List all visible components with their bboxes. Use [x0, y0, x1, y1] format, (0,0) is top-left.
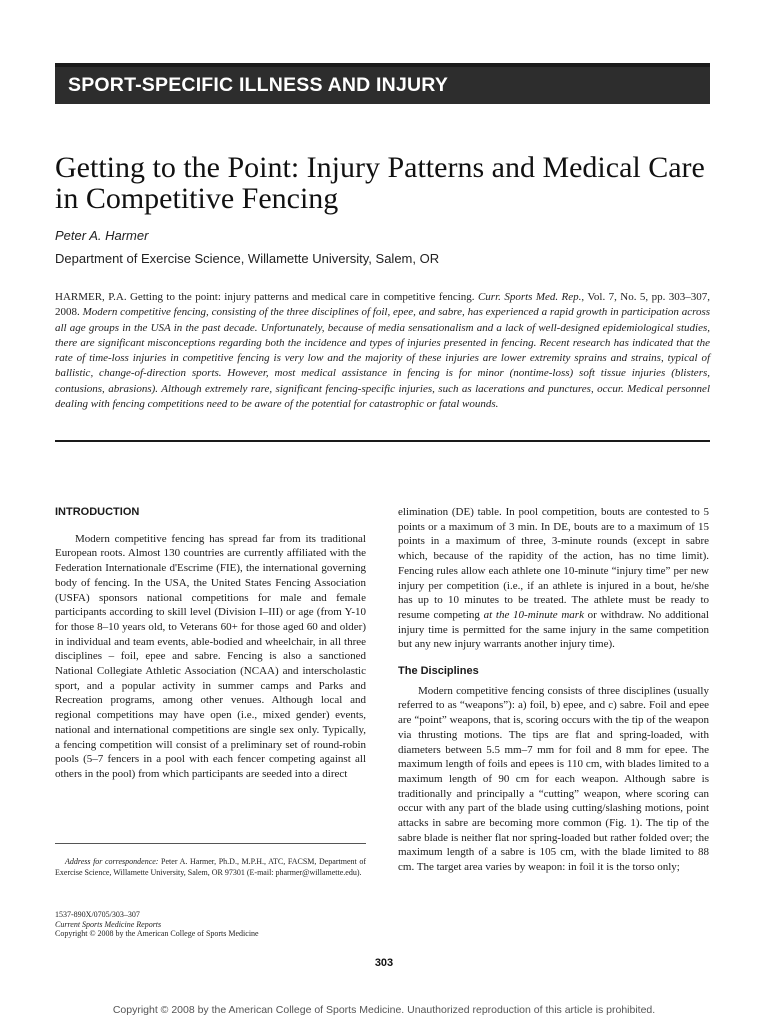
abstract-citation-details: , Vol. 7, No. 5, pp. 303–307, 2008.	[55, 291, 710, 319]
author-affiliation: Department of Exercise Science, Willamette University, Salem, OR	[55, 251, 440, 266]
footnote-rule	[55, 843, 366, 844]
issn: 1537-890X/0705/303–307	[55, 910, 140, 919]
continuation-text-b: or withdraw. No additional injury time is permitted for the same injury in the same competition but any new injury warrants another injury time).	[398, 608, 709, 651]
right-column	[398, 505, 709, 875]
correspondence-footnote	[55, 856, 366, 878]
abstract-text: Modern competitive fencing, consisting of the three disciplines of foil, epee, and sabre, has experienced a rapid growth in participation across all age groups in the USA in the past decade. Unfortunately, because of media sensationalism and a lack of well-designed epidemiological studies, there are significant misconceptions regarding both the incidence and types of injuries presented in fencing. Recent research has indicated that the rate of time-loss injuries in competitive fencing is very low and the majority of these injuries are lower extremity sprains and strains, typical of ballistic, change-of-direction sports. However, most medical assistance in fencing is for minor (nontime-loss) soft tissue injuries (blisters, contusions, abrasions). Although extremely rare, significant fencing-specific injuries, such as lacerations and punctures, occur. Medical personnel dealing with fencing competitions need to be aware of the potential for catastrophic or fatal wounds.	[55, 306, 711, 411]
introduction-paragraph: Modern competitive fencing has spread far from its traditional European roots. Almost 130 countries are currently affiliated with the Federation Internationale d'Escrime (FIE), the international governing body of fencing. In the USA, the United States Fencing Association (USFA) sponsors national competitions for male and female participants according to skill level (Division I–III) or age (from Y-10 for those 8–10 years old, to Veterans 60+ for those aged 60 and older) in individual and team events, able-bodied and wheelchair, in all three disciplines – foil, epee and sabre. Fencing is also a sanctioned National Collegiate Athletic Association (NCAA) and interscholastic sport, and a popular activity in summer camps and Parks and Recreation programs, among other venues. Although local and regional competitions may have open (i.e., mixed gender) events, national and international competitions are single sex only. Typically, a fencing competition will consist of a preliminary set of round-robin pools (5–7 fencers in a pool with each fencer competing against all others in the pool) from which participants are seeded into a direct	[55, 532, 366, 780]
abstract	[55, 290, 710, 412]
journal-full-name: Current Sports Medicine Reports	[55, 919, 162, 929]
journal-copyright: Copyright © 2008 by the American College of Sports Medicine	[55, 929, 259, 938]
continuation-italic: at the 10-minute mark	[483, 608, 584, 621]
abstract-divider	[55, 440, 710, 442]
introduction-heading: INTRODUCTION	[55, 506, 140, 518]
continuation-text-a: elimination (DE) table. In pool competition, bouts are contested to 5 points or a maximum of 3 min. In DE, bouts are to a maximum of 15 points in a maximum of three, 3-minute rounds (except in sabre which, because of the rapidity of the action, has no time limit). Fencing rules allow each athlete one 10-minute “injury time” per new injury per competition (i.e., if an athlete is injured in a bout, he/she has up to 10 minutes to be treated. The athlete must be ready to resume competing	[398, 506, 709, 621]
left-column	[55, 505, 366, 782]
abstract-journal: Curr. Sports Med. Rep.	[477, 291, 582, 303]
correspondence-label: Address for correspondence:	[65, 857, 159, 866]
article-title: Getting to the Point: Injury Patterns and Medical Care in Competitive Fencing	[55, 151, 705, 215]
correspondence-text: Peter A. Harmer, Ph.D., M.P.H., ATC, FACSM, Department of Exercise Science, Willamette University, Salem, OR 97301 (E-mail: pharmer@willamette.edu).	[55, 857, 366, 877]
continuation-paragraph	[398, 505, 709, 652]
footer-copyright: Copyright © 2008 by the American College of Sports Medicine. Unauthorized reproduction of this article is prohibited.	[112, 1004, 656, 1016]
disciplines-paragraph: Modern competitive fencing consists of three disciplines (usually referred to as “weapons”): a) foil, b) epee, and c) sabre. Foil and epee are “point” weapons, that is, scoring occurs with the tip of the weapon via thrusting motions. The tips are flat and spring-loaded, with diameters between 5.5 mm–7 mm for foil and 8 mm for epee. The maximum length of foils and epees is 110 cm, with blades limited to a maximum length of 90 cm for each weapon. Although sabre is traditionally and principally a “cutting” weapon, where scoring can occur with any part of the blade using cutting/slashing motions, point attacks in sabre are becoming more common (Fig. 1). The tip of the sabre blade is neither flat nor spring-loaded but rather folded over; the maximum length of a sabre is 105 cm, with the blade limited to 88 cm. The target area varies by weapon: in foil it is the torso only;	[398, 684, 709, 874]
journal-info	[55, 910, 366, 939]
disciplines-heading: The Disciplines	[398, 665, 479, 678]
abstract-citation-lead: HARMER, P.A. Getting to the point: injury patterns and medical care in competitive fencing.	[55, 291, 478, 303]
page-number: 303	[374, 957, 394, 969]
author-name: Peter A. Harmer	[55, 228, 149, 243]
section-banner: SPORT-SPECIFIC ILLNESS AND INJURY	[55, 67, 710, 104]
